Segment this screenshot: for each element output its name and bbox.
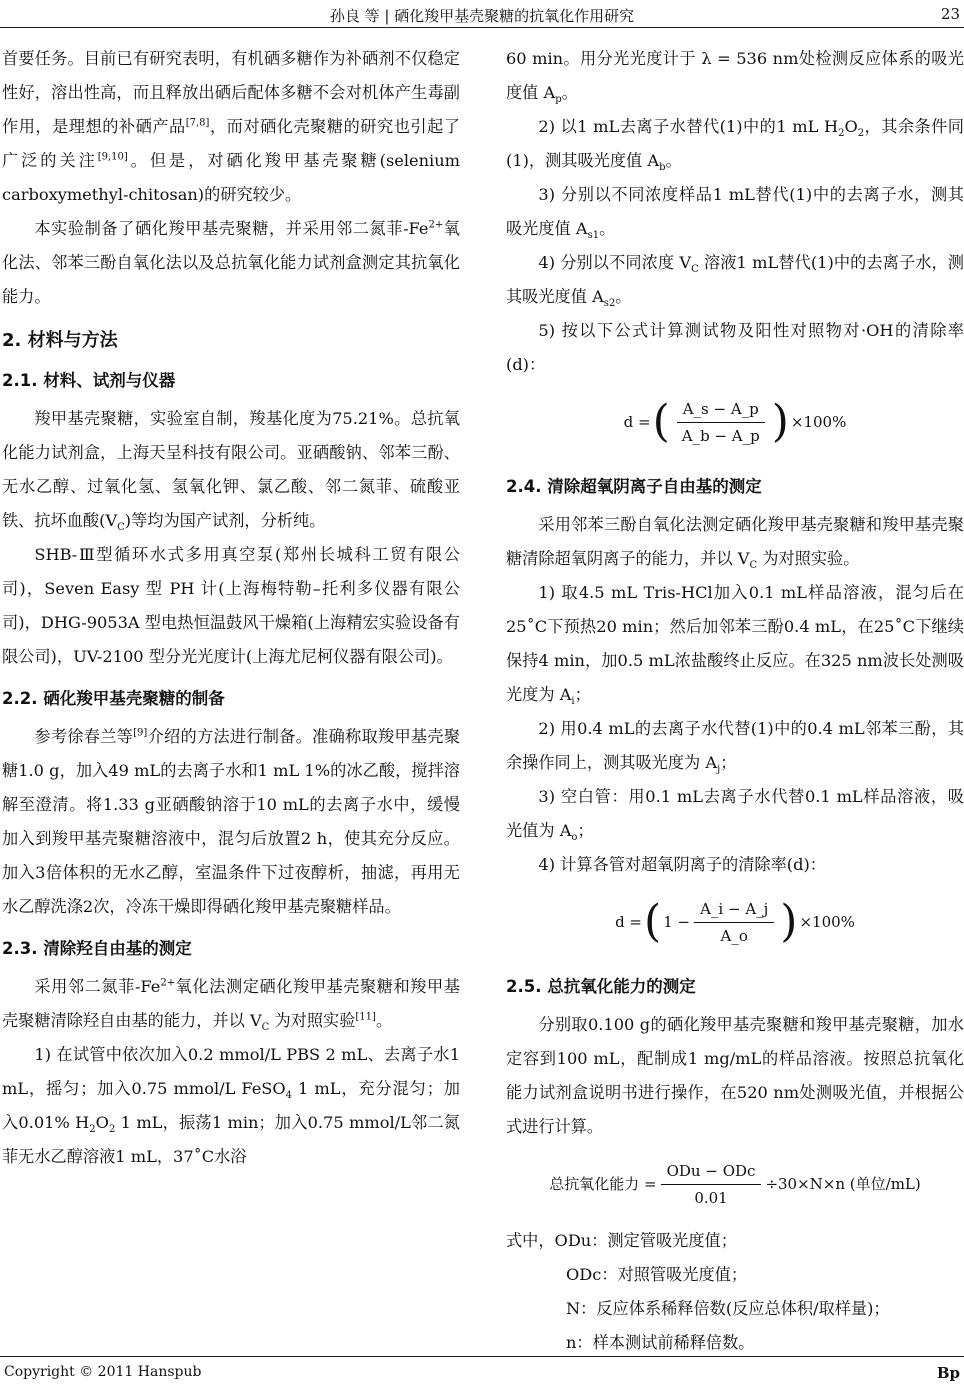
formula-lhs: d =: [615, 913, 643, 931]
formula-lhs: 总抗氧化能力 =: [549, 1175, 657, 1193]
superscript: 2+: [428, 219, 444, 231]
text: 。: [561, 83, 578, 102]
subscript: 4: [285, 1090, 293, 1102]
denominator: A_b − A_p: [681, 426, 760, 445]
subscript: C: [749, 560, 758, 572]
page-number: 23: [940, 5, 960, 23]
definition-item: 式中，ODu：测定管吸光度值；: [506, 1231, 737, 1250]
text: 本实验制备了硒化羧甲基壳聚糖，并采用邻二氮菲-Fe: [34, 219, 429, 238]
text: 首要任务。目前已有研究表明，有机硒多糖作为补硒剂不仅稳定性好，溶出性高，而且释放出硒后配体多糖不会对机体产生毒副作用，是理想的补硒产品: [2, 49, 460, 136]
formula-tail: ×100%: [799, 913, 855, 931]
text: 2) 用0.4 mL的去离子水代替(1)中的0.4 mL邻苯三酚，其余操作同上，测其吸光度为 A: [506, 719, 964, 772]
subsection-heading-2-1: 2.1. 材料、试剂与仪器: [2, 371, 176, 390]
subsection-heading-2-2: 2.2. 硒化羧甲基壳聚糖的制备: [2, 689, 225, 708]
denominator: 0.01: [694, 1188, 728, 1207]
subscript: p: [555, 94, 562, 106]
text: ，而对硒化壳聚糖的研究也引起了广泛的关注: [2, 117, 460, 170]
text: 采用邻二氮菲-Fe: [34, 977, 161, 996]
hydroxyl-step-3: [506, 178, 964, 246]
hydroxyl-step-5: 5) 按以下公式计算测试物及阳性对照物对·OH的清除率(d)：: [506, 321, 964, 374]
text: 。但是，对硒化羧甲基壳聚糖(selenium carboxymethyl-chitosan)的研究较少。: [2, 151, 460, 204]
definition-item: ODc：对照管吸光度值；: [566, 1265, 748, 1284]
subscript: b: [659, 162, 666, 174]
superoxide-step-1: [506, 576, 964, 712]
text: O: [844, 117, 858, 136]
hydroxyl-step-4: [506, 246, 964, 314]
text: 2) 以1 mL去离子水替代(1)中的1 mL H: [538, 117, 839, 136]
formula-definitions: [506, 1224, 964, 1360]
superoxide-method-paragraph: [506, 508, 964, 576]
text: 为对照实验: [269, 1011, 356, 1030]
citation: [9,10]: [97, 151, 128, 163]
text: 1) 在试管中依次加入0.2 mmol/L PBS 2 mL、去离子水1 mL，摇匀；加入0.75 mmol/L FeSO: [2, 1045, 460, 1098]
text: O: [95, 1113, 109, 1132]
subscript: s2: [603, 298, 616, 310]
subscript: C: [261, 1022, 270, 1034]
paren-right: ): [780, 896, 798, 947]
section-heading-methods: 2. 材料与方法: [2, 330, 118, 351]
text: 采用邻苯三酚自氧化法测定硒化羧甲基壳聚糖和羧甲基壳聚糖清除超氧阴离子的能力，并以 V: [506, 515, 964, 568]
formula-tail: ×100%: [790, 413, 847, 431]
subscript: s1: [587, 230, 600, 242]
superoxide-step-2: [506, 712, 964, 780]
definition-item: N：反应体系稀释倍数(反应总体积/取样量)；: [566, 1299, 890, 1318]
hydroxyl-step-1: [2, 1038, 460, 1174]
text: 。: [599, 219, 616, 238]
text: ；: [577, 821, 594, 840]
instruments-paragraph: SHB-Ⅲ型循环水式多用真空泵(郑州长城科工贸有限公司)，Seven Easy 型 PH 计(上海梅特勒–托利多仪器有限公司)，DHG-9053A 型电热恒温鼓风干燥箱(上海精宏实验设备有限公司)，UV-2100 型分光光度计(上海尤尼柯仪器有限公司)。: [2, 545, 460, 666]
total-antioxidant-paragraph: 分别取0.100 g的硒化羧甲基壳聚糖和羧甲基壳聚糖，加水定容到100 mL，配制成1 mg/mL的样品溶液。按照总抗氧化能力试剂盒说明书进行操作，在520 nm处测吸光值，并根据公式进行计算。: [506, 1015, 964, 1136]
numerator: A_s − A_p: [677, 396, 765, 423]
header-rule: [0, 27, 964, 28]
fraction: [661, 1158, 762, 1211]
text: 60 min。用分光光度计于 λ = 536 nm处检测反应体系的吸光度值 A: [506, 49, 964, 102]
text: 4) 分别以不同浓度 V: [538, 253, 692, 272]
right-column: [506, 42, 964, 1360]
text: 1 mL，充分混匀；加入0.01% H: [2, 1079, 460, 1132]
paren-left: (: [652, 396, 670, 447]
fraction: [676, 396, 766, 449]
subscript: 2: [838, 128, 845, 140]
subscript: 2: [108, 1124, 116, 1136]
superscript: 2+: [160, 977, 176, 989]
running-title: 孙良 等 | 硒化羧甲基壳聚糖的抗氧化作用研究: [329, 7, 635, 25]
materials-paragraph: [2, 402, 460, 538]
text: 氧化法测定硒化羧甲基壳聚糖和羧甲基壳聚糖清除羟自由基的能力，并以 V: [2, 977, 460, 1030]
formula-lhs: d =: [623, 413, 651, 431]
footer-rule: [0, 1356, 964, 1357]
hydroxyl-step-2: [506, 110, 964, 178]
formula-hydroxyl-scavenging: [506, 382, 964, 462]
intro-paragraph-1: [2, 42, 460, 212]
citation: [7,8]: [185, 117, 210, 129]
subscript: 2: [857, 128, 865, 140]
paren-left: (: [644, 896, 662, 947]
text: ；: [720, 753, 737, 772]
superoxide-step-4: 4) 计算各管对超氧阴离子的清除率(d)：: [538, 855, 826, 874]
text: 。: [615, 287, 632, 306]
text: 3) 分别以不同浓度样品1 mL替代(1)中的去离子水，测其吸光度值 A: [506, 185, 964, 238]
text: 3) 空白管：用0.1 mL去离子水代替0.1 mL样品溶液，吸光值为 A: [506, 787, 964, 840]
superoxide-step-3: [506, 780, 964, 848]
hydroxyl-method-paragraph: [2, 970, 460, 1038]
intro-paragraph-2: [2, 212, 460, 314]
text: 1) 取4.5 mL Tris-HCl加入0.1 mL样品溶液，混匀后在25˚C下预热20 min；然后加邻苯三酚0.4 mL，在25˚C下继续保持4 min，加0.5 mL浓盐酸终止反应。在325 nm波长处测吸光度为 A: [506, 583, 964, 704]
subscript: C: [117, 522, 125, 534]
definition-item: n：样本测试前稀释倍数。: [566, 1333, 755, 1352]
hydroxyl-step-1-cont: [506, 42, 964, 110]
text: 介绍的方法进行制备。准确称取羧甲基壳聚糖1.0 g，加入49 mL的去离子水和1 mL 1%的冰乙酸，搅拌溶解至澄清。将1.33 g亚硒酸钠溶于10 mL的去离子水中，缓慢加入到羧甲基壳聚糖溶液中，混匀后放置2 h，使其充分反应。加入3倍体积的无水乙醇，室温条件下过夜醇析，抽滤，再用无水乙醇洗涤2次，冷冻干燥即得硒化羧甲基壳聚糖样品。: [2, 727, 461, 916]
text: ，其余条件同(1)，测其吸光度值 A: [506, 117, 964, 170]
citation: [11]: [355, 1011, 376, 1023]
text: ；: [574, 685, 591, 704]
numerator: A_i − A_j: [694, 896, 774, 923]
paren-right: ): [771, 396, 789, 447]
text: )等均为国产试剂，分析纯。: [124, 511, 326, 530]
citation: [9]: [133, 727, 148, 739]
formula-superoxide-scavenging: [506, 882, 964, 962]
text: 溶液1 mL替代(1)中的去离子水，测其吸光度值 A: [506, 253, 964, 306]
subsection-heading-2-5: 2.5. 总抗氧化能力的测定: [506, 977, 696, 996]
left-column: [2, 42, 460, 1174]
subscript: 2: [89, 1124, 96, 1136]
formula-total-antioxidant: [506, 1144, 964, 1224]
text: 。: [375, 1011, 393, 1030]
text: 。: [665, 151, 682, 170]
subsection-heading-2-3: 2.3. 清除羟自由基的测定: [2, 939, 192, 958]
preparation-paragraph: [2, 720, 460, 924]
formula-one-minus: 1 −: [663, 913, 691, 931]
text: 氧化法、邻苯三酚自氧化法以及总抗氧化能力试剂盒测定其抗氧化能力。: [2, 219, 460, 306]
formula-tail: ÷30×N×n (单位/mL): [765, 1175, 921, 1193]
page-footer: [0, 1352, 964, 1386]
page-header: [0, 0, 964, 30]
subscript: o: [571, 832, 578, 844]
fraction: [694, 896, 774, 949]
subscript: C: [691, 264, 699, 276]
text: 1 mL，振荡1 min；加入0.75 mmol/L邻二氮菲无水乙醇溶液1 mL，37˚C水浴: [2, 1113, 460, 1166]
subscript: i: [571, 696, 575, 708]
text: 为对照实验。: [757, 549, 860, 568]
copyright: Copyright © 2011 Hanspub: [4, 1364, 202, 1380]
subsection-heading-2-4: 2.4. 清除超氧阴离子自由基的测定: [506, 477, 762, 496]
text: 羧甲基壳聚糖，实验室自制，羧基化度为75.21%。总抗氧化能力试剂盒，上海天呈科技有限公司。亚硒酸钠、邻苯三酚、无水乙醇、过氧化氢、氢氧化钾、氯乙酸、邻二氮菲、硫酸亚铁、抗坏血酸(V: [2, 409, 460, 530]
numerator: ODu − ODc: [661, 1158, 762, 1185]
journal-abbrev: Bp: [936, 1364, 960, 1382]
subscript: j: [717, 764, 721, 776]
denominator: A_o: [720, 926, 748, 945]
text: 参考徐春兰等: [34, 727, 134, 746]
